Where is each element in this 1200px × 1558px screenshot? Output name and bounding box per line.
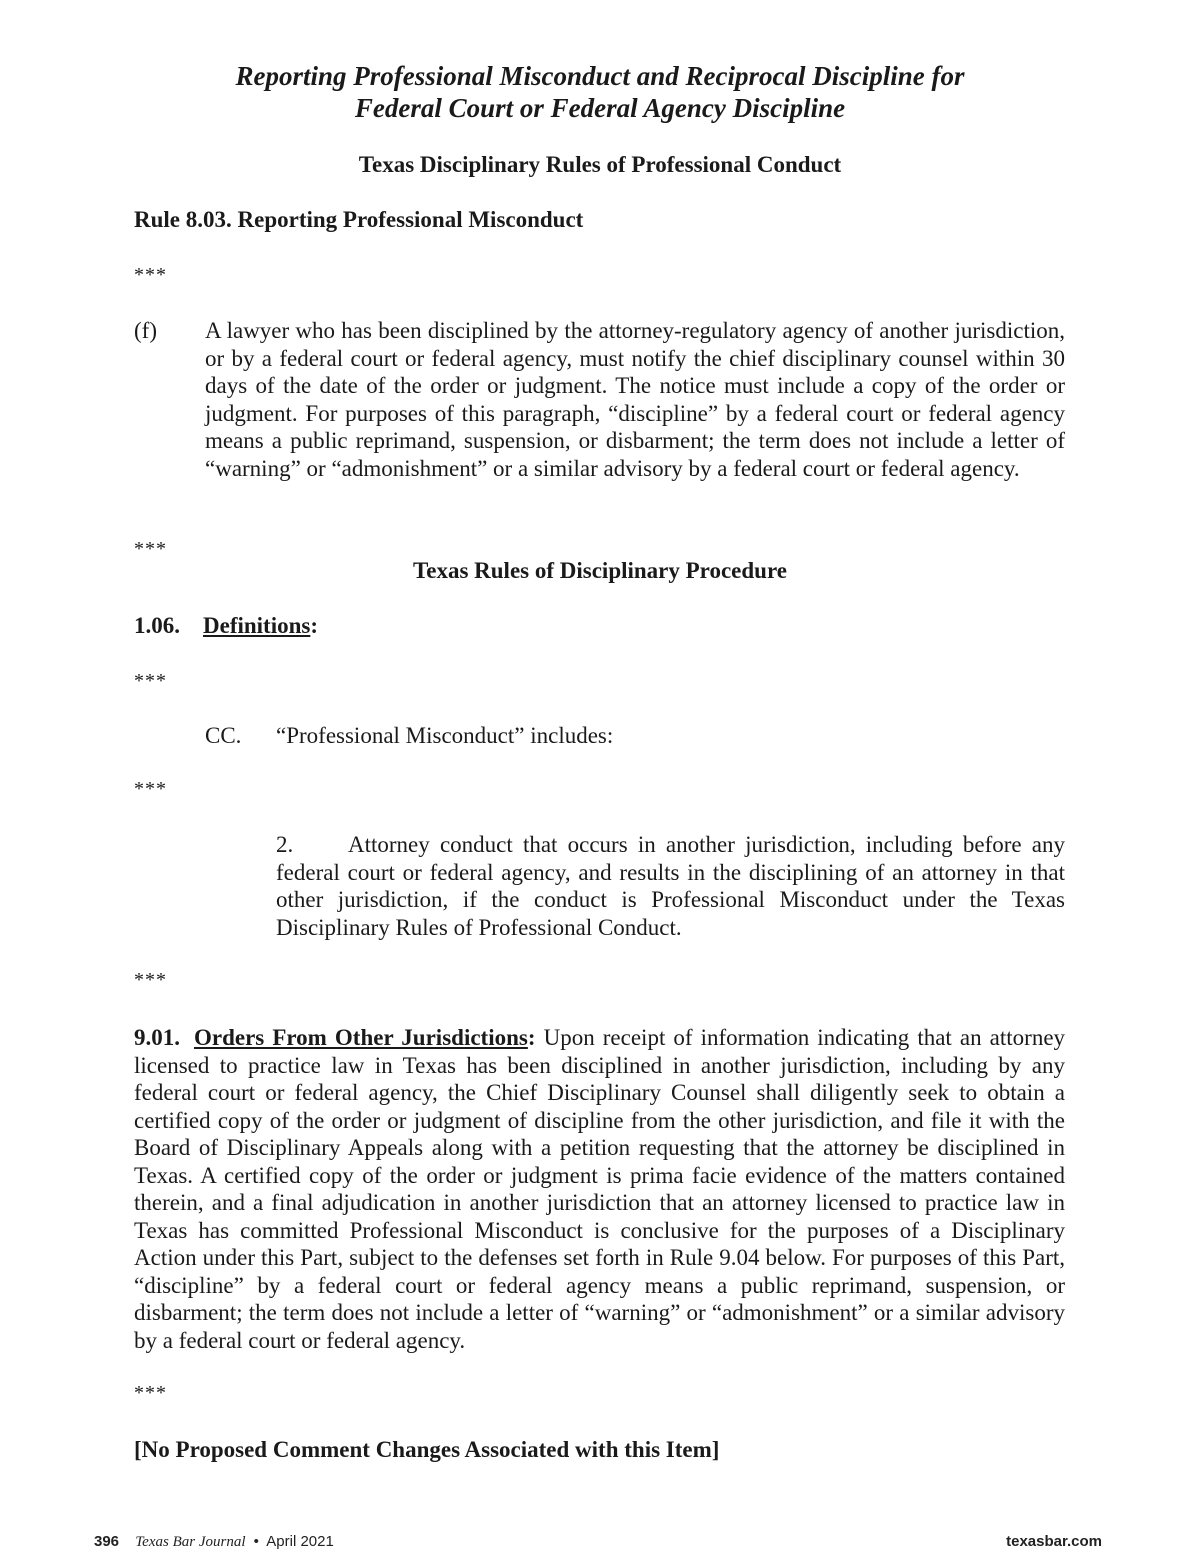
title-line-2: Federal Court or Federal Agency Discipline xyxy=(354,93,846,123)
item-2-text: Attorney conduct that occurs in another jurisdiction, including before any federal court or federal agency, and results in the disciplining of an attorney in that other jurisdiction, if the conduct is Professional Misconduct under the Texas Disciplinary Rules of Professional Conduct. xyxy=(276,832,1065,940)
section-heading-rules-of-conduct: Texas Disciplinary Rules of Professional Conduct xyxy=(358,152,842,177)
definitions-colon: : xyxy=(310,613,319,638)
document-title xyxy=(134,60,1066,124)
page-number: 396 xyxy=(94,1533,120,1550)
rule-9-01-title: Orders From Other Jurisdictions xyxy=(194,1025,528,1050)
item-2-marker: 2. xyxy=(276,832,294,857)
section-heading-disciplinary-procedure: Texas Rules of Disciplinary Procedure xyxy=(413,558,787,583)
item-cc-text: “Professional Misconduct” includes: xyxy=(276,723,614,748)
rule-9-01-colon: : xyxy=(527,1025,536,1050)
title-line-1: Reporting Professional Misconduct and Reciprocal Discipline for xyxy=(235,61,965,91)
rule-9-01-text: Upon receipt of information indicating that an attorney licensed to practice law in Texas has been disciplined in another jurisdiction, including by any federal court or federal agency, the Chief Disciplinary Counsel shall diligently seek to obtain a certified copy of the order or judgment of discipline from the other jurisdiction, and file it with the Board of Disciplinary Appeals along with a petition requesting that the attorney be disciplined in Texas. A certified copy of the order or judgment is prima facie evidence of the matters contained therein, and a final adjudication in another jurisdiction that an attorney licensed to practice law in Texas has committed Professional Misconduct is conclusive for the purposes of a Disciplinary Action under this Part, subject to the defenses set forth in Rule 9.04 below. For purposes of this Part, “discipline” by a federal court or federal agency means a public reprimand, suspension, or disbarment; the term does not include a letter of “warning” or “admonishment” or a similar advisory by a federal court or federal agency. xyxy=(134,1025,1066,1353)
closing-note: [No Proposed Comment Changes Associated with this Item] xyxy=(134,1437,720,1462)
ellipsis-stars: *** xyxy=(134,969,167,991)
definitions-heading xyxy=(134,613,318,639)
page-footer xyxy=(94,1533,1102,1551)
rule-9-01-paragraph xyxy=(134,1024,1065,1354)
item-f-text: A lawyer who has been disciplined by the attorney-regulatory agency of another jurisdiction, or by a federal court or federal agency, must notify the chief disciplinary counsel within 30 days of the date of the order or judgment. The notice must include a copy of the order or judgment. For purposes of this paragraph, “discipline” by a federal court or federal agency means a public reprimand, suspension, or disbarment; the term does not include a letter of “warning” or “admonishment” or a similar advisory by a federal court or federal agency. xyxy=(205,318,1065,481)
item-cc-marker: CC. xyxy=(205,723,242,748)
ellipsis-stars: *** xyxy=(134,264,167,286)
footer-bullet: • xyxy=(253,1533,259,1550)
ellipsis-stars: *** xyxy=(134,1382,167,1404)
issue-date: April 2021 xyxy=(266,1533,334,1550)
ellipsis-stars: *** xyxy=(134,778,167,800)
ellipsis-stars: *** xyxy=(134,538,167,560)
definitions-number: 1.06. xyxy=(134,613,180,638)
rule-heading-8-03: Rule 8.03. Reporting Professional Misconduct xyxy=(134,207,584,232)
ellipsis-stars: *** xyxy=(134,670,167,692)
definitions-title: Definitions xyxy=(203,613,311,638)
website-label: texasbar.com xyxy=(1006,1533,1102,1550)
item-f-marker: (f) xyxy=(134,318,157,343)
journal-name: Texas Bar Journal xyxy=(135,1534,246,1550)
rule-9-01-number: 9.01. xyxy=(134,1025,180,1050)
